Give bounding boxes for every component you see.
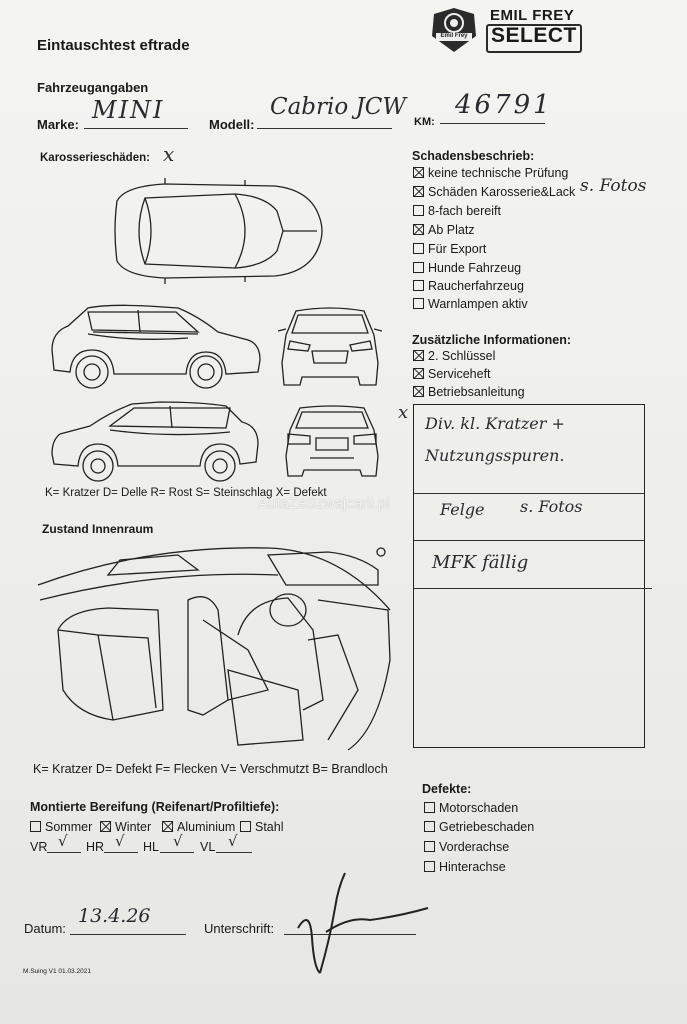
checkbox-unchecked[interactable] (413, 280, 424, 291)
checkbox-checked[interactable] (413, 167, 424, 178)
tire-depth-line (216, 852, 252, 853)
logo-badge-text: Emil Frey (440, 33, 468, 39)
checkbox-unchecked[interactable] (424, 802, 435, 813)
damage-item-smoker-vehicle[interactable] (413, 279, 524, 293)
modell-line (257, 128, 392, 129)
additional-info-title: Zusätzliche Informationen: (412, 333, 572, 347)
car-rear-view-diagram (280, 404, 384, 482)
tire-option-label: Sommer (45, 820, 93, 834)
checkbox-checked[interactable] (413, 224, 424, 235)
vehicle-section-title: Fahrzeugangaben (37, 80, 149, 95)
defect-rear-axle[interactable] (424, 860, 506, 874)
body-damage-legend: K= Kratzer D= Delle R= Rost S= Steinschlag X= Defekt (45, 487, 327, 499)
form-version: M.Suing V1 01.03.2021 (23, 968, 91, 975)
km-line (440, 123, 545, 124)
damage-item-warning-lights[interactable] (413, 297, 528, 311)
tire-option-label: Stahl (255, 820, 284, 834)
notes-divider (414, 540, 644, 541)
notes-divider (414, 588, 652, 589)
damage-item-label: Warnlampen aktiv (428, 297, 528, 311)
km-value: 46791 (455, 90, 553, 120)
defect-label: Getriebeschaden (439, 820, 535, 834)
logo-top-text: EMIL FREY (490, 7, 575, 24)
tire-depth-line (104, 852, 138, 853)
km-label: KM: (414, 116, 435, 128)
tire-option-winter[interactable] (100, 820, 151, 834)
tire-mark-hl: √ (173, 832, 183, 850)
info-item-manual[interactable] (413, 385, 525, 399)
defect-gearbox[interactable] (424, 820, 534, 834)
info-item-label: 2. Schlüssel (428, 349, 496, 363)
damage-item-export[interactable] (413, 242, 486, 256)
body-damage-label: Karosserieschäden: (40, 152, 150, 164)
checkbox-unchecked[interactable] (424, 841, 435, 852)
checkbox-checked[interactable] (100, 821, 111, 832)
interior-legend: K= Kratzer D= Defekt F= Flecken V= Verschmutzt B= Brandloch (33, 762, 388, 776)
defect-label: Hinterachse (439, 860, 506, 874)
tire-position-hl: HL (143, 840, 159, 854)
info-item-second-key[interactable] (413, 349, 495, 363)
damage-item-dog-vehicle[interactable] (413, 261, 521, 275)
marke-value: MINI (92, 96, 165, 124)
damage-item-label: Hunde Fahrzeug (428, 261, 522, 275)
marke-label: Marke: (37, 117, 79, 132)
tires-title: Montierte Bereifung (Reifenart/Profiltiefe): (30, 800, 280, 814)
tire-depth-line (160, 852, 194, 853)
checkbox-unchecked[interactable] (30, 821, 41, 832)
defect-label: Vorderachse (439, 840, 510, 854)
checkbox-unchecked[interactable] (413, 298, 424, 309)
notes-line-4: MFK fällig (432, 552, 529, 573)
notes-line-2: Nutzungsspuren. (425, 446, 565, 465)
checkbox-checked[interactable] (413, 386, 424, 397)
date-label: Datum: (24, 921, 66, 936)
damage-item-label: Ab Platz (428, 223, 475, 237)
notes-line-1: Div. kl. Kratzer + (425, 414, 565, 433)
tire-mark-hr: √ (115, 832, 125, 850)
checkbox-checked[interactable] (413, 350, 424, 361)
form-title: Eintauschtest eftrade (37, 37, 190, 54)
damage-item-body-paint[interactable] (413, 185, 575, 199)
tire-mark-vr: √ (58, 832, 68, 850)
tire-position-vr: VR (30, 840, 48, 854)
emil-frey-badge-logo (428, 6, 480, 54)
damage-item-label: Raucherfahrzeug (428, 279, 524, 293)
signature-scribble (290, 868, 430, 978)
checkbox-unchecked[interactable] (413, 243, 424, 254)
damage-item-label: Schäden Karosserie&Lack (428, 185, 576, 199)
damage-description-title: Schadensbeschrieb: (412, 149, 535, 163)
signature-label: Unterschrift: (204, 921, 275, 936)
marke-line (84, 128, 188, 129)
defects-title: Defekte: (422, 782, 472, 796)
defect-label: Motorschaden (439, 801, 519, 815)
defect-front-axle[interactable] (424, 840, 509, 854)
damage-item-eight-tires[interactable] (413, 204, 501, 218)
defect-engine[interactable] (424, 801, 518, 815)
tire-option-label: Winter (115, 820, 152, 834)
checkbox-unchecked[interactable] (413, 262, 424, 273)
notes-divider (414, 493, 644, 494)
info-item-label: Betriebsanleitung (428, 385, 525, 399)
tire-position-hr: HR (86, 840, 105, 854)
interior-title: Zustand Innenraum (42, 522, 154, 536)
notes-line-3-fotos: s. Fotos (520, 497, 583, 516)
tire-depth-line (47, 852, 81, 853)
notes-line-3-rim: Felge (440, 500, 485, 519)
checkbox-unchecked[interactable] (424, 821, 435, 832)
modell-label: Modell: (209, 117, 255, 132)
damage-note-fotos: s. Fotos (580, 176, 647, 196)
tire-option-label: Aluminium (177, 820, 236, 834)
damage-item-ab-platz[interactable] (413, 223, 475, 237)
car-front-view-diagram (278, 305, 382, 391)
checkbox-unchecked[interactable] (240, 821, 251, 832)
checkbox-checked[interactable] (162, 821, 173, 832)
interior-diagram (38, 540, 393, 755)
tire-position-vl: VL (200, 840, 216, 854)
car-side-view-left-diagram (48, 302, 264, 390)
tire-mark-vl: √ (228, 832, 238, 850)
logo-bottom-text: SELECT (491, 24, 577, 47)
notes-side-mark: x (398, 402, 409, 423)
modell-value: Cabrio JCW (270, 94, 407, 120)
tire-option-steel[interactable] (240, 820, 284, 834)
car-side-view-right-diagram (50, 400, 264, 480)
watermark-text: AutaZeSzwajcarii.pl (258, 495, 390, 512)
info-item-label: Serviceheft (428, 367, 491, 381)
car-top-view-diagram (105, 176, 330, 286)
checkbox-unchecked[interactable] (413, 205, 424, 216)
damage-item-no-technical-check[interactable] (413, 166, 568, 180)
damage-item-label: 8-fach bereift (428, 204, 501, 218)
body-damage-mark: x (163, 142, 175, 166)
date-value: 13.4.26 (78, 905, 151, 927)
info-item-service-book[interactable] (413, 367, 491, 381)
damage-item-label: keine technische Prüfung (428, 166, 569, 180)
damage-item-label: Für Export (428, 242, 487, 256)
checkbox-checked[interactable] (413, 186, 424, 197)
checkbox-checked[interactable] (413, 368, 424, 379)
date-line[interactable] (70, 934, 186, 935)
